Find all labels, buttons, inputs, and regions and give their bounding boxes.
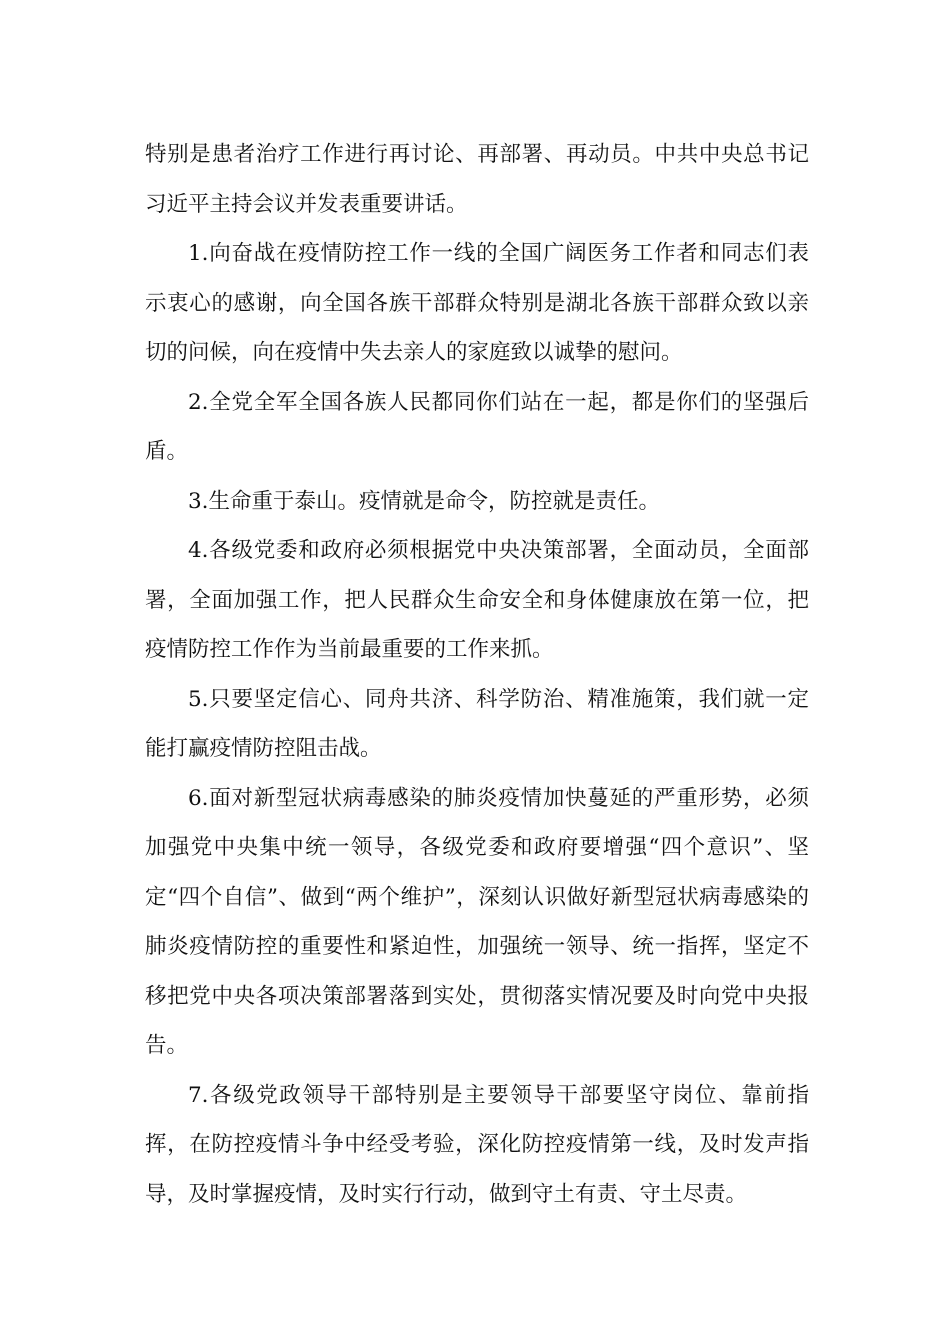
paragraph-item-5: 5.只要坚定信心、同舟共济、科学防治、精准施策，我们就一定能打赢疫情防控阻击战。 [145,686,809,761]
paragraph-item-6: 6.面对新型冠状病毒感染的肺炎疫情加快蔓延的严重形势，必须加强党中央集中统一领导，各级党委和政府要增强“四个意识”、坚定“四个自信”、做到“两个维护”，深刻认识做好新型冠状病毒感染的肺炎疫情防控的重要性和紧迫性，加强统一领导、统一指挥，坚定不移把党中央各项决策部署落到实处，贯彻落实情况要及时向党中央报告。 [145,785,809,1058]
document-body [145,130,809,1219]
paragraph-item-3: 3.生命重于泰山。疫情就是命令，防控就是责任。 [188,488,661,514]
paragraph-item-7: 7.各级党政领导干部特别是主要领导干部要坚守岗位、靠前指挥，在防控疫情斗争中经受考验，深化防控疫情第一线，及时发声指导，及时掌握疫情，及时实行行动，做到守土有责、守土尽责。 [145,1082,809,1207]
paragraph-item-4: 4.各级党委和政府必须根据党中央决策部署，全面动员，全面部署，全面加强工作，把人民群众生命安全和身体健康放在第一位，把疫情防控工作作为当前最重要的工作来抓。 [145,538,809,662]
paragraph-item-1: 1.向奋战在疫情防控工作一线的全国广阔医务工作者和同志们表示衷心的感谢，向全国各族干部群众特别是湖北各族干部群众致以亲切的问候，向在疫情中失去亲人的家庭致以诚挚的慰问。 [145,241,809,365]
paragraph-continuation: 特别是患者治疗工作进行再讨论、再部署、再动员。中共中央总书记习近平主持会议并发表重要讲话。 [145,142,809,217]
paragraph-item-2: 2.全党全军全国各族人民都同你们站在一起，都是你们的坚强后盾。 [145,389,809,464]
